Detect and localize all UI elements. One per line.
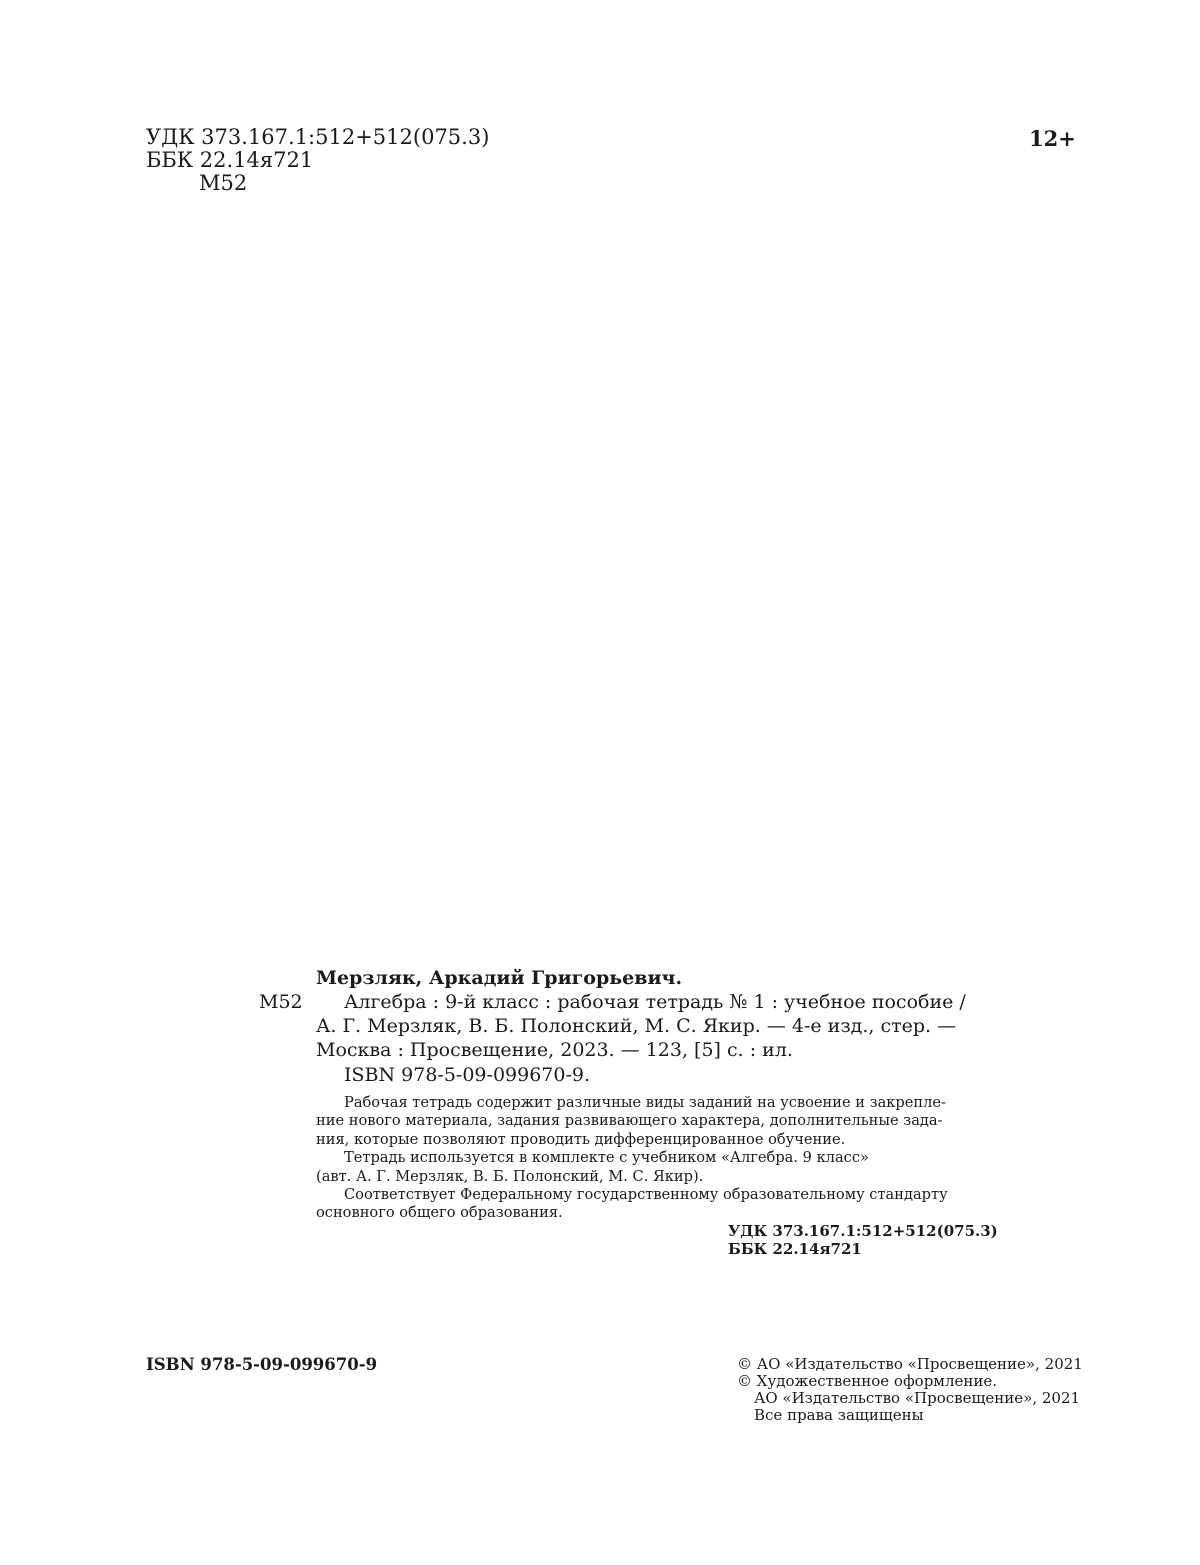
- entry-bbk-code: ББК 22.14я721: [728, 1240, 862, 1258]
- entry-isbn: ISBN 978-5-09-099670-9.: [344, 1064, 591, 1086]
- annotation-line: Соответствует Федеральному государственному образовательному стандарту: [344, 1186, 948, 1204]
- copyright-block: [737, 1356, 1083, 1424]
- annotation-line: основного общего образования.: [316, 1204, 563, 1222]
- bbk-code: ББК 22.14я721: [146, 148, 314, 172]
- udk-code: УДК 373.167.1:512+512(075.3): [146, 125, 490, 149]
- annotation-line: ния, которые позволяют проводить дифференцированное обучение.: [316, 1130, 846, 1148]
- copyright-line: Все права защищены: [754, 1406, 924, 1424]
- annotation-line: Рабочая тетрадь содержит различные виды заданий на усвоение и закрепле-: [344, 1094, 946, 1111]
- age-rating: 12+: [1029, 126, 1076, 151]
- annotation-line: (авт. А. Г. Мерзляк, В. Б. Полонский, М. С. Якир).: [316, 1167, 704, 1185]
- copyright-line: © Художественное оформление.: [737, 1372, 998, 1390]
- entry-codes: [728, 1222, 998, 1258]
- entry-title-line: Алгебра : 9-й класс : рабочая тетрадь № 1 : учебное пособие /: [344, 991, 966, 1013]
- annotation-line: Тетрадь используется в комплекте с учебником «Алгебра. 9 класс»: [344, 1149, 869, 1167]
- entry-title-line: А. Г. Мерзляк, В. Б. Полонский, М. С. Якир. — 4-е изд., стер. —: [316, 1015, 957, 1037]
- author-mark: М52: [199, 171, 248, 195]
- bibliographic-entry: [316, 966, 966, 1062]
- entry-mark: М52: [259, 991, 303, 1013]
- footer-isbn: ISBN 978-5-09-099670-9: [146, 1355, 378, 1374]
- entry-title-line: Москва : Просвещение, 2023. — 123, [5] с. : ил.: [316, 1039, 793, 1061]
- annotation-line: ние нового материала, задания развивающего характера, дополнительные зада-: [316, 1112, 943, 1130]
- copyright-line: © АО «Издательство «Просвещение», 2021: [737, 1355, 1083, 1373]
- entry-author: Мерзляк, Аркадий Григорьевич.: [316, 967, 683, 989]
- annotation: [316, 1094, 948, 1223]
- copyright-line: АО «Издательство «Просвещение», 2021: [754, 1389, 1081, 1407]
- entry-udk-code: УДК 373.167.1:512+512(075.3): [728, 1222, 998, 1240]
